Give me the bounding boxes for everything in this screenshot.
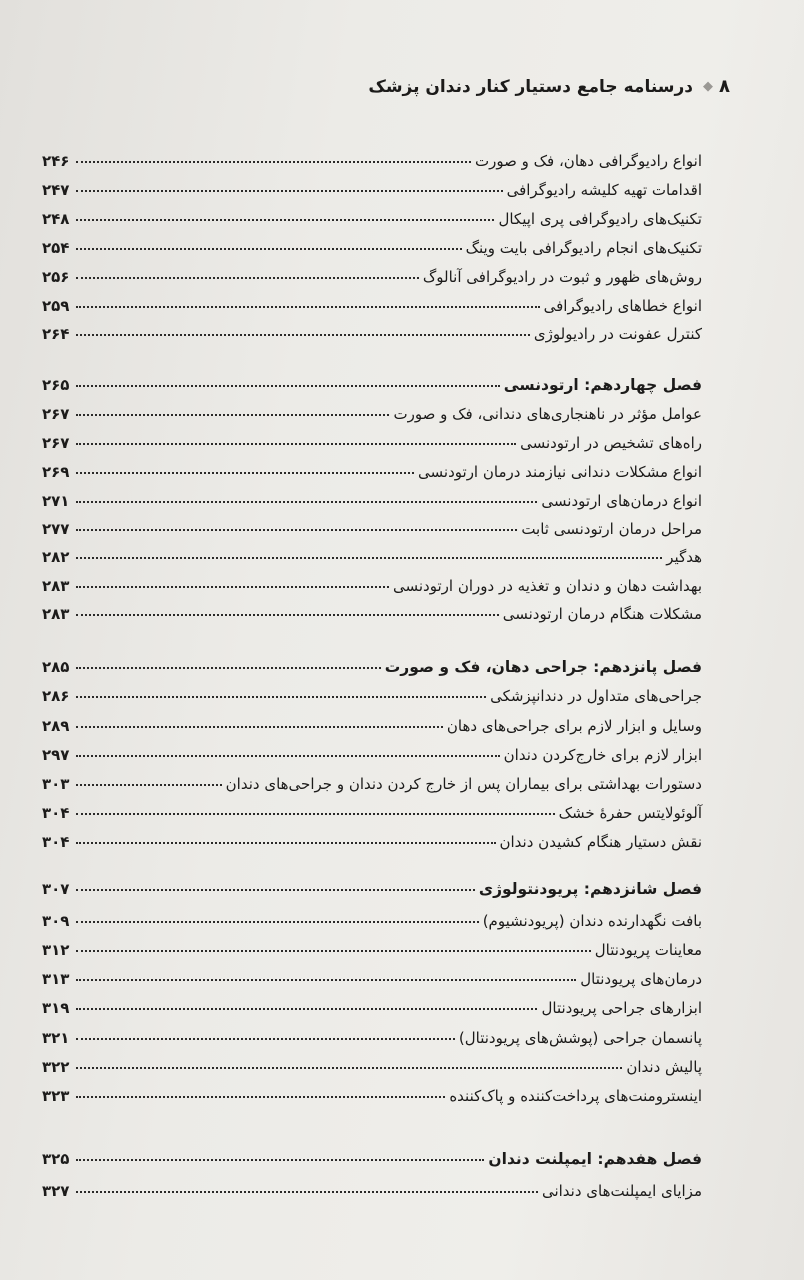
toc-entry-title: تکنیک‌های رادیوگرافی پری اپیکال: [498, 210, 702, 228]
toc-entry-title: درمان‌های پریودنتال: [580, 970, 702, 988]
toc-entry-page: ۳۱۹: [42, 999, 70, 1017]
dot-leader: [76, 950, 591, 952]
toc-entry-page: ۲۷۱: [42, 492, 70, 510]
toc-entry: [42, 142, 702, 170]
toc-entry: [42, 1019, 702, 1047]
toc-entry-page: ۳۰۳: [42, 775, 70, 793]
toc-entry-page: ۲۵۴: [42, 239, 70, 257]
toc-entry-page: ۲۸۲: [42, 548, 70, 566]
toc-entry-page: ۳۰۴: [42, 804, 70, 822]
toc-entry-title: انواع مشکلات دندانی نیازمند درمان ارتودنسی: [418, 463, 702, 481]
dot-leader: [76, 1096, 445, 1098]
toc-entry-page: ۲۶۷: [42, 405, 70, 423]
toc-entry-page: ۲۸۳: [42, 577, 70, 595]
dot-leader: [76, 557, 662, 559]
toc-entry-title: دستورات بهداشتی برای بیماران پس از خارج کردن دندان و جراحی‌های دندان: [225, 775, 702, 793]
toc-entry-title: انواع رادیوگرافی دهان، فک و صورت: [474, 152, 702, 170]
toc-entry-title: تکنیک‌های انجام رادیوگرافی بایت وینگ: [465, 239, 702, 257]
toc-entry-title: هدگیر: [666, 548, 702, 566]
toc-entry: [42, 931, 702, 959]
dot-leader: [76, 813, 555, 815]
dot-leader: [76, 921, 479, 923]
page-number: ۸: [719, 76, 730, 97]
dot-leader: [76, 1038, 455, 1040]
toc-entry: [42, 989, 702, 1017]
toc-entry-page: ۲۴۸: [42, 210, 70, 228]
toc-entry-page: ۳۰۴: [42, 833, 70, 851]
toc-entry: [42, 823, 702, 851]
toc-entry-title: پانسمان جراحی (پوشش‌های پریودنتال): [458, 1029, 702, 1047]
toc-entry-page: ۲۵۹: [42, 297, 70, 315]
dot-leader: [76, 277, 419, 279]
dot-leader: [76, 529, 517, 531]
toc-entry: [42, 315, 702, 343]
toc-entry: [42, 1048, 702, 1076]
toc-entry-page: ۳۲۵: [42, 1150, 70, 1168]
toc-entry-page: ۲۸۳: [42, 605, 70, 623]
toc-entry-title: انواع خطاهای رادیوگرافی: [543, 297, 702, 315]
toc-entry-title: کنترل عفونت در رادیولوژی: [533, 325, 702, 343]
dot-leader: [76, 161, 471, 163]
toc-entry-page: ۳۱۲: [42, 941, 70, 959]
toc-entry-title: ابزار لازم برای خارج‌کردن دندان: [503, 746, 702, 764]
toc-entry-title: راه‌های تشخیص در ارتودنسی: [520, 434, 702, 452]
toc-entry: [42, 1077, 702, 1105]
toc-entry-title: مشکلات هنگام درمان ارتودنسی: [502, 605, 702, 623]
toc-entry-page: ۲۴۶: [42, 152, 70, 170]
toc-entry: [42, 482, 702, 510]
dot-leader: [76, 1191, 538, 1193]
toc-entry-title: انواع درمان‌های ارتودنسی: [541, 492, 702, 510]
toc-entry-page: ۳۰۹: [42, 912, 70, 930]
toc-entry: [42, 424, 702, 452]
book-title: درسنامه جامع دستیار کنار دندان پزشک: [368, 76, 693, 97]
dot-leader: [76, 667, 381, 669]
toc-entry-page: ۲۵۶: [42, 268, 70, 286]
toc-entry-page: ۳۰۷: [42, 880, 70, 898]
toc-entry: [42, 200, 702, 228]
toc-entry: [42, 595, 702, 623]
toc-entry: [42, 765, 702, 793]
toc-entry: [42, 736, 702, 764]
toc-entry: [42, 567, 702, 595]
toc-entry-title: معاینات پریودنتال: [594, 941, 702, 959]
toc-entry-page: ۲۸۶: [42, 687, 70, 705]
dot-leader: [76, 1008, 537, 1010]
toc-entry: [42, 258, 702, 286]
toc-entry-page: ۲۶۴: [42, 325, 70, 343]
dot-leader: [76, 979, 576, 981]
toc-entry: [42, 902, 702, 930]
toc-entry-title: اقدامات تهیه کلیشه رادیوگرافی: [506, 181, 702, 199]
dot-leader: [76, 889, 475, 891]
toc-entry-page: ۲۷۷: [42, 520, 70, 538]
toc-entry: [42, 677, 702, 705]
dot-leader: [76, 248, 462, 250]
toc-entry-title: ابزارهای جراحی پریودنتال: [541, 999, 702, 1017]
toc-entry-page: ۳۲۳: [42, 1087, 70, 1105]
toc-entry-page: ۳۱۳: [42, 970, 70, 988]
toc-entry-title: بافت نگهدارنده دندان (پریودنشیوم): [482, 912, 702, 930]
chapter-title: فصل هفدهم: ایمپلنت دندان: [488, 1150, 702, 1168]
dot-leader: [76, 472, 414, 474]
toc-chapter-heading: [42, 1140, 702, 1168]
chapter-title: فصل شانزدهم: پریودنتولوژی: [478, 880, 702, 898]
toc-entry-title: وسایل و ابزار لازم برای جراحی‌های دهان: [446, 717, 702, 735]
toc-entry-page: ۲۶۹: [42, 463, 70, 481]
dot-leader: [76, 334, 530, 336]
dot-leader: [76, 443, 516, 445]
dot-leader: [76, 1067, 622, 1069]
toc-entry-page: ۳۲۷: [42, 1182, 70, 1200]
toc-entry: [42, 707, 702, 735]
toc-entry-title: روش‌های ظهور و ثبوت در رادیوگرافی آنالوگ: [422, 268, 702, 286]
toc-entry: [42, 538, 702, 566]
toc-entry: [42, 287, 702, 315]
dot-leader: [76, 586, 389, 588]
dot-leader: [76, 696, 486, 698]
dot-leader: [76, 755, 500, 757]
dot-leader: [76, 784, 222, 786]
toc-chapter-heading: [42, 366, 702, 394]
toc-entry-page: ۳۲۲: [42, 1058, 70, 1076]
dot-leader: [76, 306, 540, 308]
dot-leader: [76, 190, 503, 192]
dot-leader: [76, 385, 500, 387]
toc-entry-title: مزایای ایمپلنت‌های دندانی: [541, 1182, 702, 1200]
toc-entry-title: اینسترومنت‌های پرداخت‌کننده و پاک‌کننده: [449, 1087, 702, 1105]
dot-leader: [76, 219, 494, 221]
dot-leader: [76, 501, 537, 503]
toc-entry-title: آلوئولایتس حفرهٔ خشک: [558, 804, 702, 822]
toc-entry: [42, 510, 702, 538]
toc-entry: [42, 1172, 702, 1200]
toc-entry: [42, 960, 702, 988]
toc-entry: [42, 395, 702, 423]
toc-entry: [42, 171, 702, 199]
toc-entry-title: جراحی‌های متداول در دندانپزشکی: [490, 687, 702, 705]
toc-entry-title: مراحل درمان ارتودنسی ثابت: [521, 520, 702, 538]
toc-entry-title: عوامل مؤثر در ناهنجاری‌های دندانی، فک و صورت: [393, 405, 702, 423]
chapter-title: فصل پانزدهم: جراحی دهان، فک و صورت: [384, 658, 702, 676]
toc-entry-page: ۲۸۹: [42, 717, 70, 735]
toc-entry: [42, 229, 702, 257]
dot-leader: [76, 726, 443, 728]
diamond-ornament-icon: ◆: [703, 79, 713, 94]
toc-entry-page: ۲۸۵: [42, 658, 70, 676]
dot-leader: [76, 842, 496, 844]
toc-entry-page: ۲۹۷: [42, 746, 70, 764]
dot-leader: [76, 1159, 484, 1161]
toc-entry: [42, 794, 702, 822]
toc-chapter-heading: [42, 648, 702, 676]
dot-leader: [76, 614, 499, 616]
toc-entry-title: نقش دستیار هنگام کشیدن دندان: [499, 833, 702, 851]
toc-entry-page: ۳۲۱: [42, 1029, 70, 1047]
toc-entry: [42, 453, 702, 481]
toc-entry-title: پالیش دندان: [626, 1058, 702, 1076]
chapter-title: فصل چهاردهم: ارتودنسی: [503, 376, 702, 394]
toc-chapter-heading: [42, 870, 702, 898]
dot-leader: [76, 414, 389, 416]
toc-entry-title: بهداشت دهان و دندان و تغذیه در دوران ارتودنسی: [393, 577, 702, 595]
toc-entry-page: ۲۶۷: [42, 434, 70, 452]
toc-entry-page: ۲۴۷: [42, 181, 70, 199]
toc-entry-page: ۲۶۵: [42, 376, 70, 394]
